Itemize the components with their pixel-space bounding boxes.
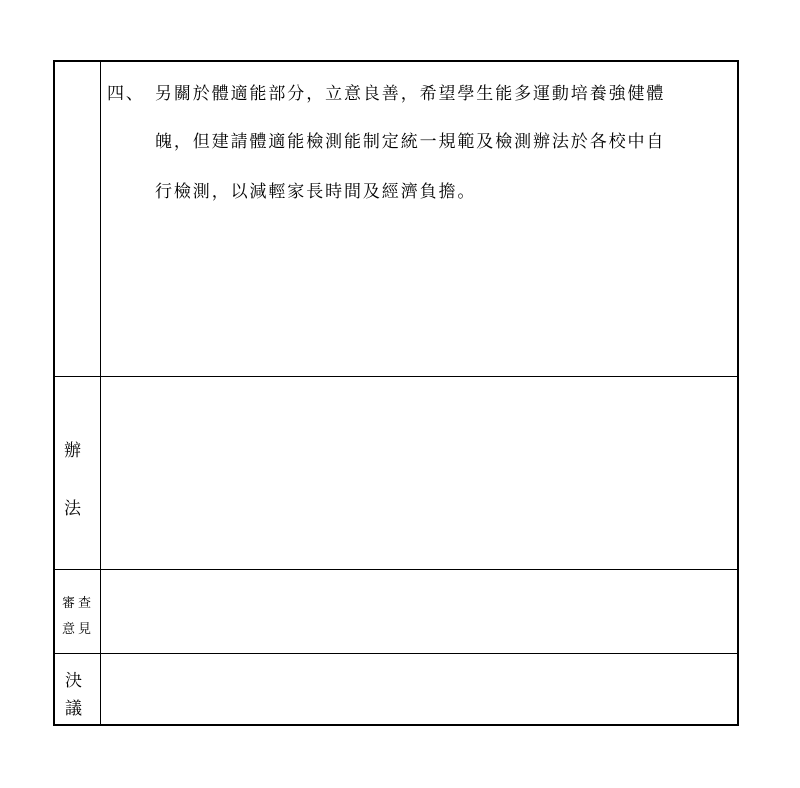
explanation-label-cell bbox=[55, 62, 101, 376]
review-label-cell bbox=[55, 570, 101, 653]
review-label-line-1: 審查 bbox=[62, 596, 95, 611]
resolution-label-char-2: 議 bbox=[65, 699, 82, 719]
method-row bbox=[55, 377, 737, 570]
item-number: 四、 bbox=[107, 84, 145, 104]
resolution-label-cell bbox=[55, 654, 101, 724]
item-text-line-2: 魄，但建請體適能檢測能制定統一規範及檢測辦法於各校中自 bbox=[155, 132, 666, 152]
review-opinion-row bbox=[55, 570, 737, 654]
method-label-char-1: 辦 bbox=[64, 441, 81, 461]
item-text-line-3: 行檢測，以減輕家長時間及經濟負擔。 bbox=[155, 182, 477, 202]
explanation-row bbox=[55, 62, 737, 377]
explanation-content-cell bbox=[101, 62, 737, 376]
review-content-cell bbox=[101, 570, 737, 653]
resolution-label-char-1: 決 bbox=[65, 671, 82, 691]
method-label-cell bbox=[55, 377, 101, 569]
proposal-form-table bbox=[53, 60, 739, 726]
review-label-line-2: 意見 bbox=[62, 622, 95, 637]
item-text-line-1: 另關於體適能部分，立意良善，希望學生能多運動培養強健體 bbox=[155, 84, 666, 104]
resolution-row bbox=[55, 654, 737, 724]
method-content-cell bbox=[101, 377, 737, 569]
method-label-char-2: 法 bbox=[64, 499, 81, 519]
resolution-content-cell bbox=[101, 654, 737, 724]
